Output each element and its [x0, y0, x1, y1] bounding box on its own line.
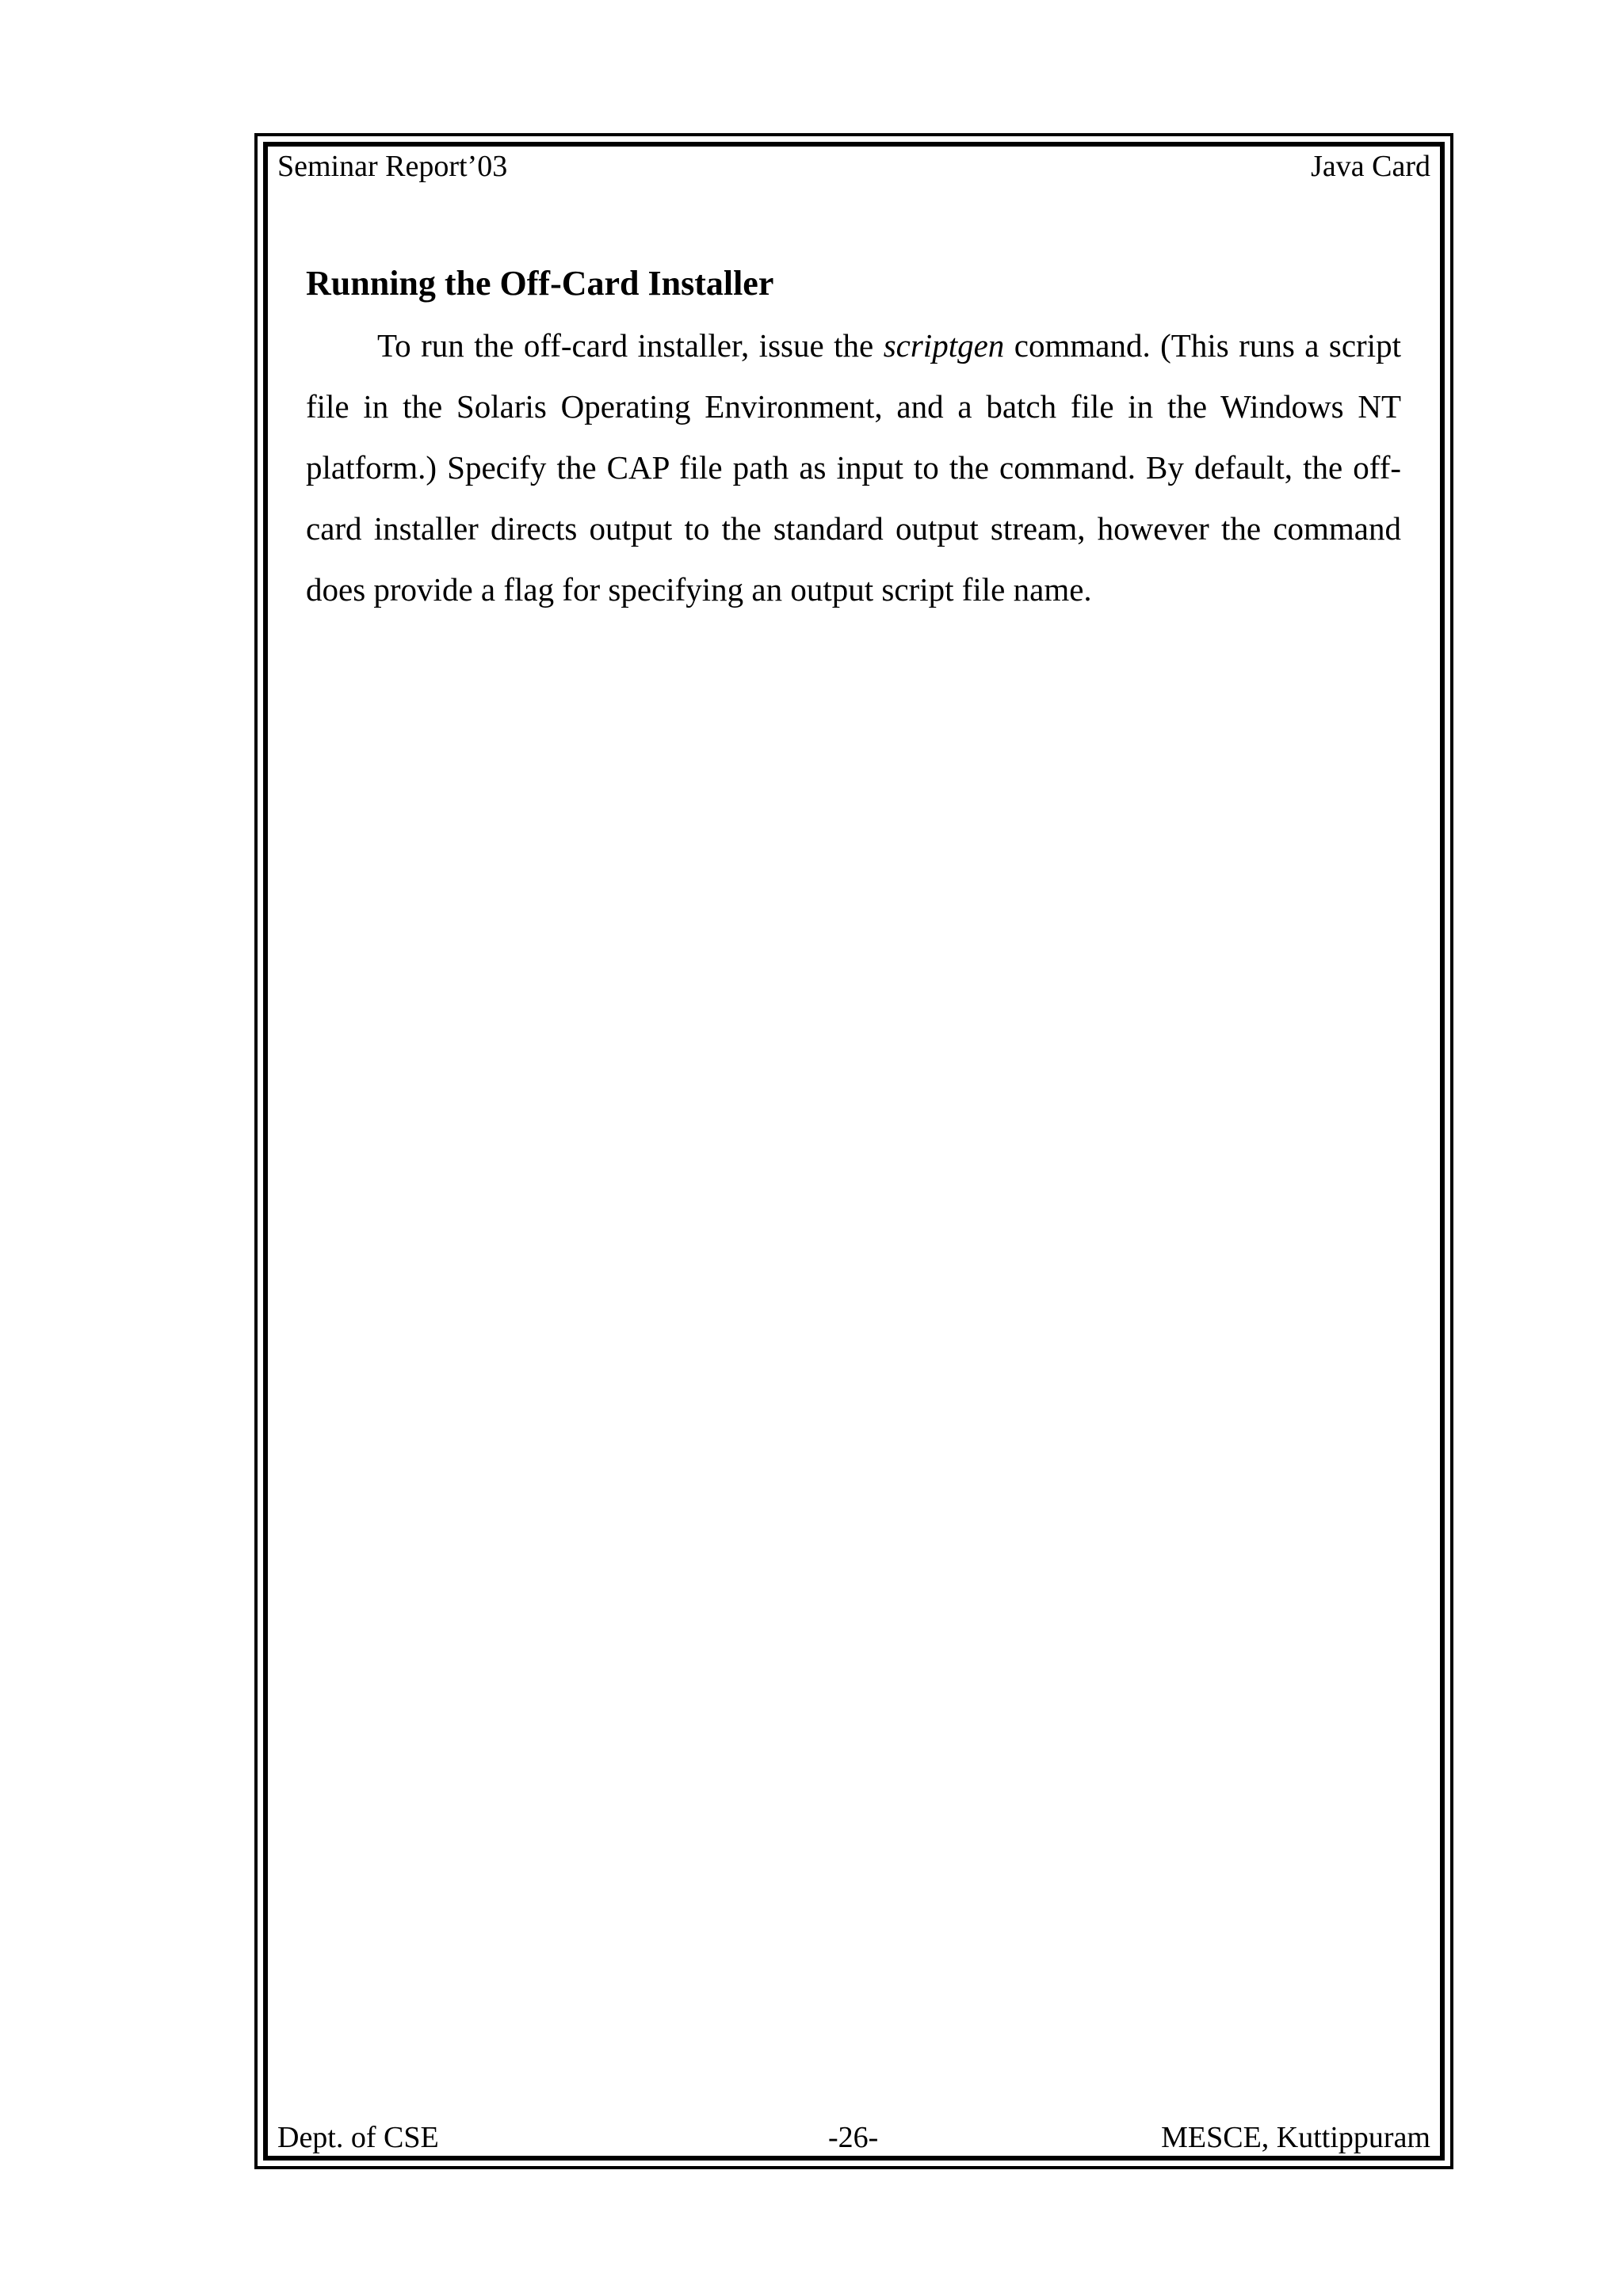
page-footer	[277, 2117, 1430, 2158]
header-topic: Java Card	[1311, 150, 1430, 183]
footer-department: Dept. of CSE	[277, 2121, 439, 2154]
body-text-rest: command. (This runs a script file in the Solaris Operating Environment, and a batch file in the Windows NT platform.) Specify the CAP file path as input to the command. By default, the off-card installer directs output to the standard output stream, however the command does provide a flag for specifying an output script file name.	[306, 327, 1401, 608]
footer-institution: MESCE, Kuttippuram	[1161, 2121, 1430, 2154]
body-text-start: To run the off-card installer, issue the	[377, 327, 884, 364]
section-heading: Running the Off-Card Installer	[306, 264, 774, 303]
page-header	[277, 146, 1430, 187]
page-number: -26-	[828, 2121, 879, 2154]
header-report-title: Seminar Report’03	[277, 150, 508, 183]
command-name: scriptgen	[883, 327, 1005, 364]
page-content	[306, 260, 1401, 620]
body-paragraph	[306, 315, 1401, 620]
